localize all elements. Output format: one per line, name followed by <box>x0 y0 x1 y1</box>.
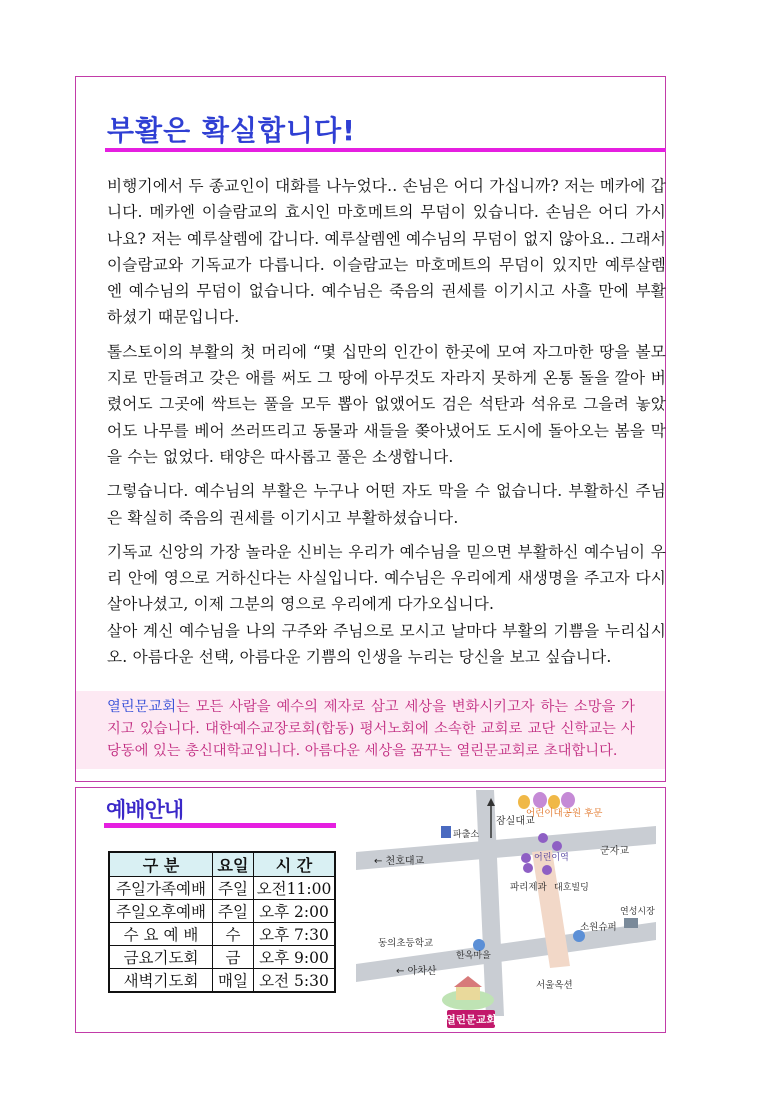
worship-schedule-table <box>108 851 336 993</box>
map-marker <box>542 865 552 875</box>
service-time: 오후 2:00 <box>254 900 336 923</box>
sermon-article <box>75 76 666 782</box>
worship-guide-box <box>75 787 666 1033</box>
title-underline <box>105 148 666 152</box>
service-day: 금 <box>213 946 254 969</box>
table-header-row <box>109 852 335 877</box>
church-intro <box>76 691 665 769</box>
label-seoul-dept: 서울옥션 <box>536 980 573 991</box>
label-achasan: ← 아차산 <box>396 966 437 977</box>
label-station: 어린이역 <box>534 853 569 863</box>
service-name: 수 요 예 배 <box>109 923 213 946</box>
label-hanok: 한옥마을 <box>456 951 491 961</box>
service-day: 주일 <box>213 877 254 900</box>
service-name: 주일오후예배 <box>109 900 213 923</box>
church-intro-body: 는 모든 사람을 예수의 제자로 삼고 세상을 변화시키고자 하는 소망을 가지고 있습니다. 대한예수교장로회(합동) 평서노회에 소속한 교회로 교단 신학교는 사당동에 있는 총신대학교입니다. 아름다운 세상을 꿈꾸는 열린문교회로 초대합니다. <box>107 699 635 759</box>
table-row <box>109 923 335 946</box>
header-category: 구 분 <box>109 852 213 877</box>
label-cheonho-bridge: ← 천호대교 <box>374 856 425 867</box>
worship-title: 예배안내 <box>106 798 184 822</box>
bus-stop-icon <box>473 939 485 951</box>
service-name: 새벽기도회 <box>109 969 213 993</box>
service-day: 주일 <box>213 900 254 923</box>
paragraph: 그렇습니다. 예수님의 부활은 누구나 어떤 자도 막을 수 없습니다. 부활하신 주님은 확실히 죽음의 권세를 이기시고 부활하셨습니다. <box>107 482 666 527</box>
table-row <box>109 877 335 900</box>
label-jamsil-bridge: 잠실대교 <box>496 816 535 827</box>
paragraph: 비행기에서 두 종교인이 대화를 나누었다.. 손님은 어디 가십니까? 저는 메카에 갑니다. 메카엔 이슬람교의 효시인 마호메트의 무덤이 있습니다. 손님은 어디 가시나요? 저는 예루살렘에 갑니다. 예루살렘엔 예수님의 무덤이 없지 않아요.. 그래서 이슬람교와 기독교가 다릅니다. 이슬람교는 마호메트의 무덤이 있지만 예루살렘엔 예수님의 무덤이 없습니다. 예수님은 죽음의 권세를 이기시고 사흘 만에 부활하셨기 때문입니다. <box>107 177 666 327</box>
article-title: 부활은 확실합니다! <box>107 114 356 147</box>
service-day: 수 <box>213 923 254 946</box>
label-dongui-school: 동의초등학교 <box>378 938 434 949</box>
paragraph: 톨스토이의 부활의 첫 머리에 “몇 십만의 인간이 한곳에 모여 자그마한 땅을 볼모지로 만들려고 갖은 애를 써도 그 땅에 아무것도 자라지 못하게 온통 돌을 깔아 버렸어도 그곳에 싹트는 풀을 모두 뽑아 없앴어도 검은 석탄과 석유로 그을려 놓았어도 나무를 베어 쓰러뜨리고 동물과 새들을 쫒아냈어도 도시에 돌아오는 봄을 막을 수는 없었다. 태양은 따사롭고 풀은 소생합니다. <box>107 342 666 466</box>
map-marker <box>523 863 533 873</box>
service-name: 금요기도회 <box>109 946 213 969</box>
park-trees-icon <box>518 792 575 809</box>
worship-title-underline <box>104 823 336 828</box>
label-gunja-bridge: 군자교 <box>600 846 629 857</box>
table-row <box>109 969 335 993</box>
service-name: 주일가족예배 <box>109 877 213 900</box>
table-row <box>109 946 335 969</box>
service-time: 오전11:00 <box>254 877 336 900</box>
label-church: 열린문교회 <box>445 1014 497 1026</box>
label-daeho-building: 대호빌딩 <box>554 883 589 893</box>
label-yeonsung-market: 연성시장 <box>620 907 655 917</box>
market-icon <box>624 918 638 928</box>
service-day: 매일 <box>213 969 254 993</box>
label-sowon-super: 소원슈퍼 <box>580 922 617 933</box>
service-time: 오전 5:30 <box>254 969 336 993</box>
paragraph: 살아 계신 예수님을 나의 구주와 주님으로 모시고 날마다 부활의 기쁨을 누리십시오. 아름다운 선택, 아름다운 기쁨의 인생을 누리는 당신을 보고 싶습니다. <box>107 621 666 667</box>
police-icon <box>441 826 451 838</box>
church-name: 열린문교회 <box>107 699 177 715</box>
church-location-map <box>356 790 656 1030</box>
map-marker <box>552 841 562 851</box>
map-marker <box>521 853 531 863</box>
header-time: 시 간 <box>254 852 336 877</box>
label-police: 파출소 <box>453 830 480 840</box>
service-time: 오후 9:00 <box>254 946 336 969</box>
header-day: 요일 <box>213 852 254 877</box>
service-time: 오후 7:30 <box>254 923 336 946</box>
article-body <box>107 173 666 678</box>
map-marker <box>538 833 548 843</box>
label-park-back-gate: 어린이대공원 후문 <box>526 808 603 819</box>
label-paris-bakery: 파리제과 <box>510 882 547 893</box>
paragraph: 기독교 신앙의 가장 놀라운 신비는 우리가 예수님을 믿으면 부활하신 예수님이 우리 안에 영으로 거하신다는 사실입니다. 예수님은 우리에게 새생명을 주고자 다시 살아나셨고, 이제 그분의 영으로 우리에게 다가오십니다. <box>107 542 666 614</box>
church-intro-text <box>76 691 665 762</box>
table-row <box>109 900 335 923</box>
